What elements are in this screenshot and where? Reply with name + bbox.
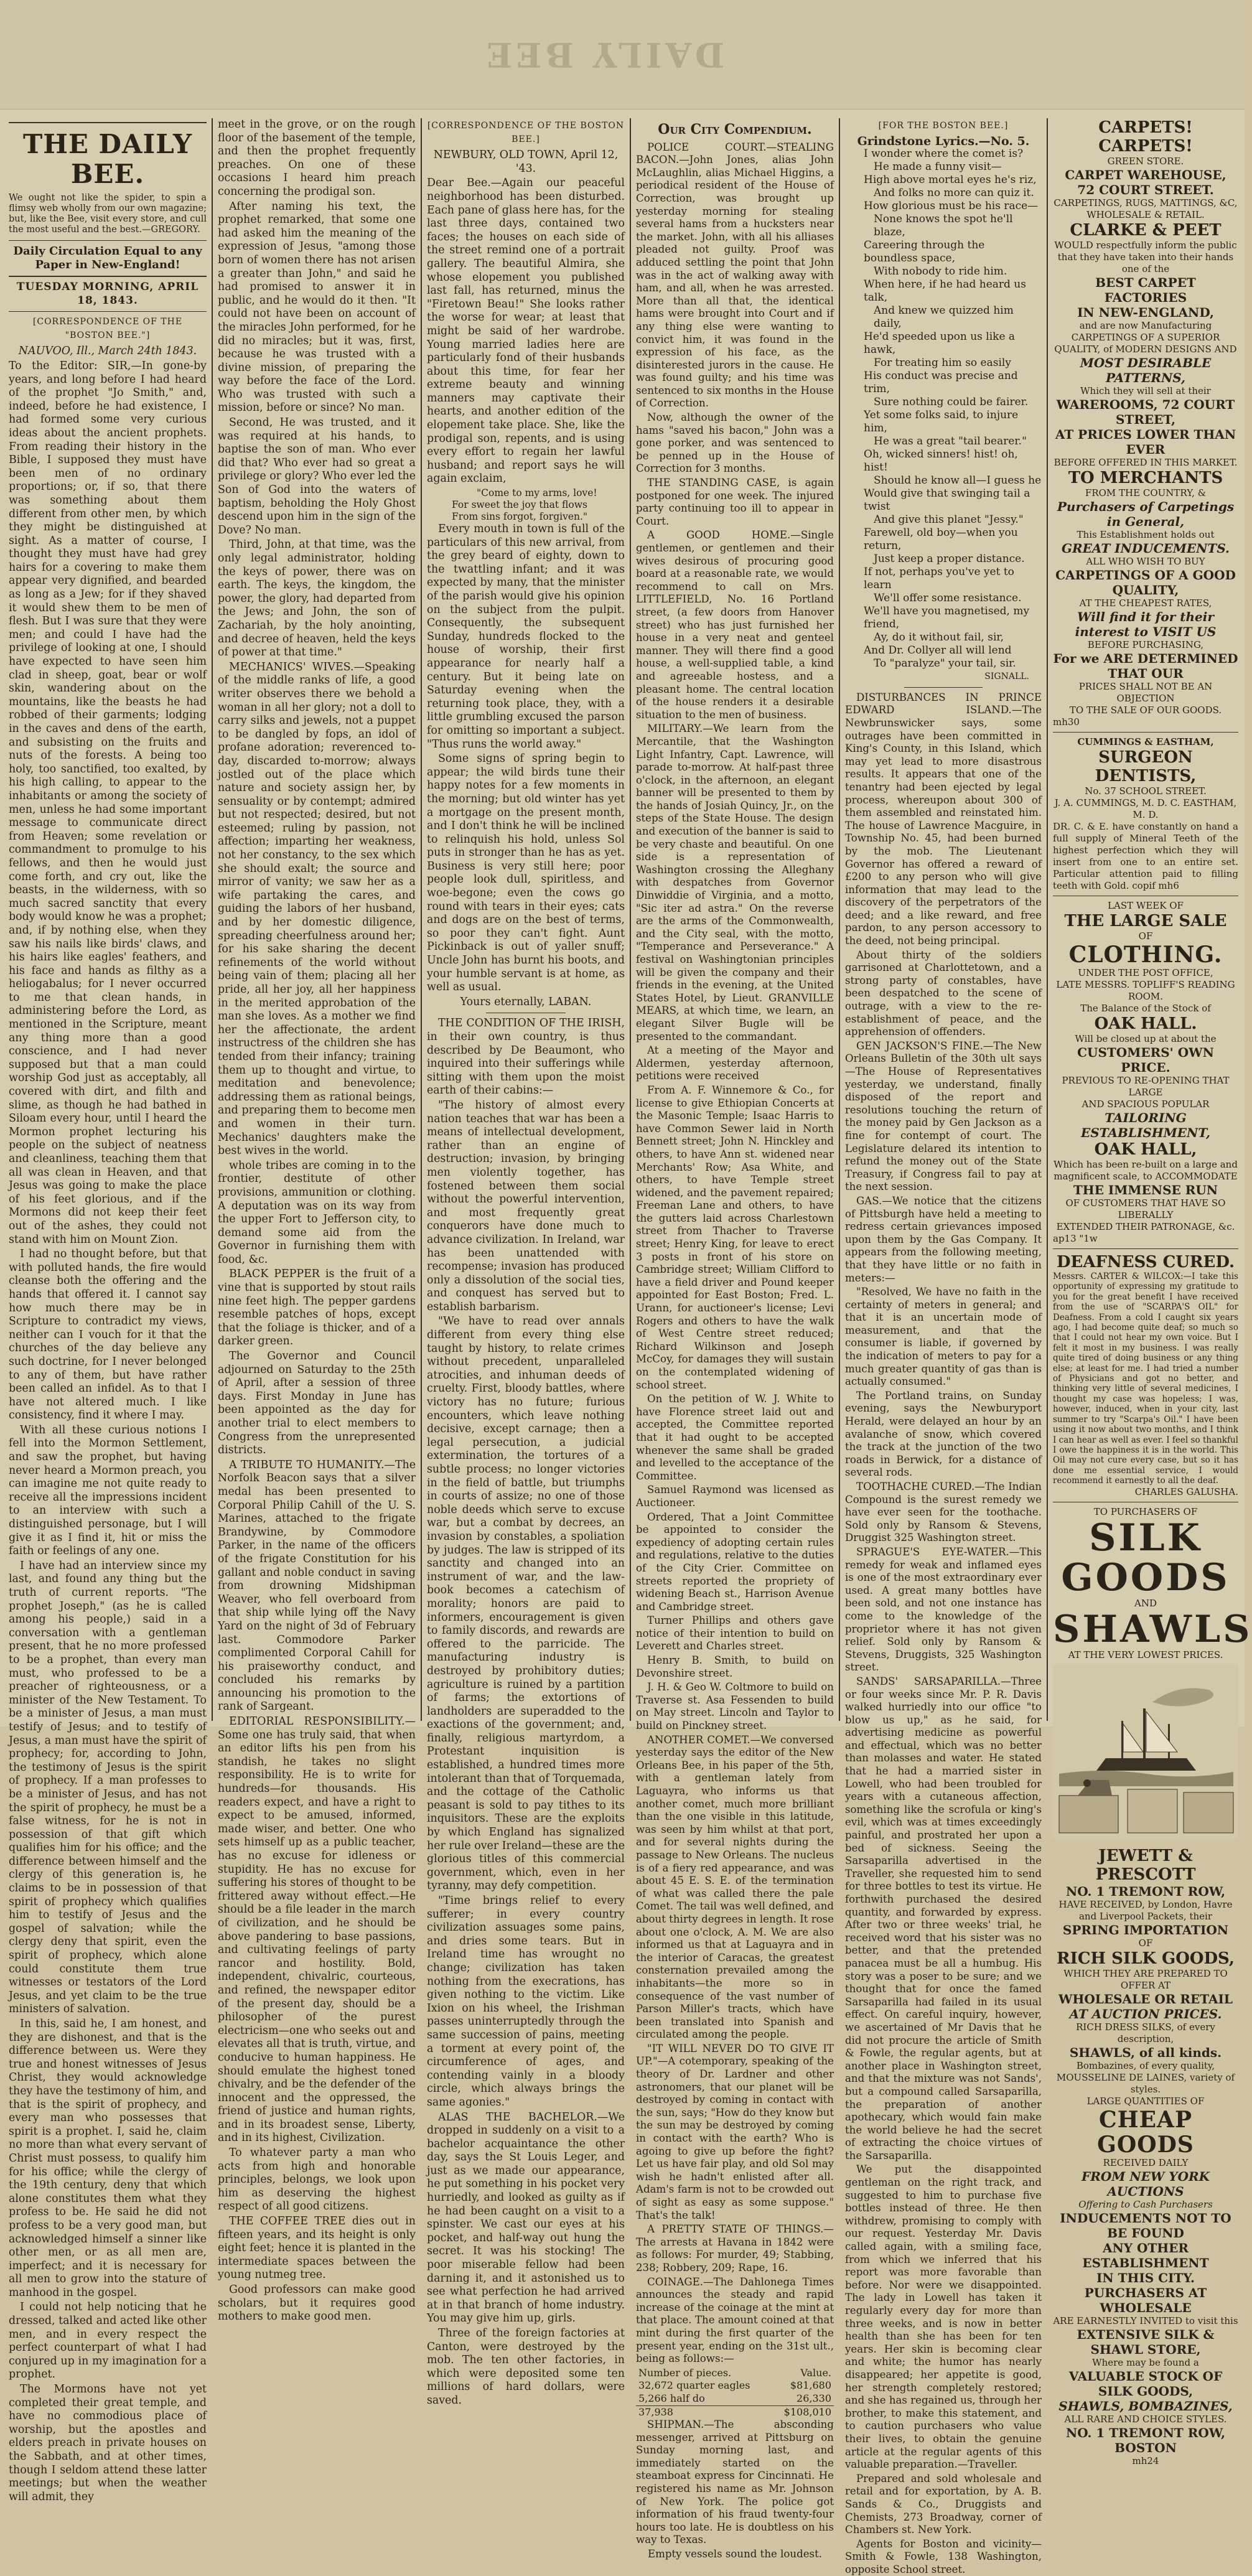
ad-line: BEST CARPET FACTORIES	[1095, 275, 1196, 305]
paragraph: Second, He was trusted, and it was required at his hands, to baptise the son of man. Who ever did that? Who ever had so great a privilege or glory? Who ever led the Son of God into the waters of baptism, beholding the Holy Ghost descend upon him in the sign of the Dove? No man.	[218, 416, 416, 536]
poem-line: I wonder where the comet is?	[864, 148, 1024, 161]
coinage-cell: 32,672 quarter eagles	[638, 2379, 750, 2392]
column-1-body	[9, 360, 207, 2504]
ad-title: CARPETS! CARPETS!	[1098, 118, 1193, 156]
paragraph: Third, John, at that time, was the only legal administrator, holding the keys of power, there was on earth. The keys, the kingdom, the power, the glory, had departed from the Jews; and John, the son of Zachariah, by the holy anointing, and decree of heaven, held the keys of power at that time."	[218, 538, 416, 659]
paragraph: THE CONDITION OF THE IRISH, in their own country, is thus described by De Beaumont, who inquired into their sufferings while sitting with them upon the moist earth of their cabins:—	[427, 1017, 625, 1097]
ad-line: AT THE CHEAPEST RATES,	[1079, 597, 1212, 609]
paragraph: Three of the foreign factories at Canton, were destroyed by the mob. The ten other factories, in which were deposited some ten millions of hard dollars, were saved.	[427, 2327, 625, 2407]
poem-line: Would give that swinging tail a twist	[864, 487, 1030, 513]
ad-line: ALL WHO WISH TO BUY	[1086, 556, 1205, 567]
paragraph: SPRAGUE'S EYE-WATER.—This remedy for weak and inflamed eyes is one of the most extraordinary ever used. A great many bottles have been sold, and not one instance has come to the knowledge of the proprietor where it has not given relief. Sold only by Ransom & Stevens, Druggists, 325 Washington street.	[845, 1545, 1042, 1674]
poem-line: We'll have you magnetised, my friend,	[864, 605, 1030, 631]
paragraph: J. H. & Geo W. Coltmore to build on Traverse st. Asa Fessenden to build on May street. Lincoln and Taylor to build on Pinckney street.	[636, 1681, 834, 1732]
verse-line: From sins forgot, forgiven."	[452, 511, 588, 523]
paragraph: To the Editor: SIR,—In gone-by years, and long before I had heard of the prophet "Jo Smith," and, indeed, before he had existence, I had formed some very curious ideas about the ancient prophets. From reading their history in the Bible, I supposed they must have been men of no ordinary proportions; or, if so, that there was something about them different from other men, by which they might be distinguished at sight. As a matter of course, I thought they must have had grey hairs for a covering to make them appear very dignified, and bearded as long as a Jew; for if they shaved it would shew them to be men of flesh. But I was sure that they were men; and could I have had the privilege of looking at one, I should have expected to have seen him clad in sheep, goat, bear or wolf skin, wandering about on the mountains, like the beasts he had robbed of their garments; lodging in the caves and dens of the earth, and subsisting on the fruits and nuts of the forests. A being too holy, too sanctified, too exalted, by his high calling, to appear to the inhabitants or among the society of men, unless he had some important message to communicate direct from Heaven; some revelation or commandment to promulge to his fellows, and then he would just come forth, and cry out, like the beasts, in the wilderness, with so much sacred sanctity that every body would know he was a prophet; and, if by nothing else, when they saw his nails like birds' claws, and his hairs like eagles' feathers, and his face and hands as filthy as a heliogabalus; for I never occurred to me that clean hands, in administering before the Lord, as mentioned in the Scripture, meant any thing more than a good conscience, and I had never supposed but that a man could worship God just as acceptably, all covered with dirt, and filth and slime, as though he had bathed in Siloam every hour, until I heard the Mormon prophet lecturing his people on the subject of neatness and cleanliness, teaching them that all was clean in Heaven, and that Jesus was going to make the place of his feet glorious, and if the Mormons did not keep their feet out of the ashes, they could not stand with him on Mount Zion.	[9, 359, 207, 1246]
ad-line: FROM NEW YORK AUCTIONS	[1081, 2169, 1210, 2199]
ad-line: Which has been re-built on a large and magnificent scale, to ACCOMMODATE	[1053, 1159, 1238, 1182]
ad-line: TO MERCHANTS	[1068, 469, 1223, 487]
ad-line: 72 COURT STREET.	[1077, 182, 1214, 197]
column-5	[845, 118, 1042, 2575]
ad-title: DEAFNESS CURED.	[1056, 1253, 1235, 1272]
coinage-cell: 5,266 half do	[638, 2392, 705, 2404]
column-rule	[630, 118, 631, 1721]
poem-line: Ay, do it without fail, sir,	[874, 631, 1004, 644]
poem-line: He made a funny visit—	[874, 161, 1002, 174]
poem-line: Should he know all—I guess he	[874, 474, 1042, 487]
paragraph: THE STANDING CASE, is again postponed for one week. The injured party continuing too ill to appear in Court.	[636, 477, 834, 527]
paragraph: "The history of almost every nation teaches that war has been a means of intellectual development, rather than an engine of destruction; invasion, by bringing men violently together, has fostened between them social without the powerful intervention, and most frequently great conquerors have done much to advance civilization. In Ireland, war has been unattended with recompense; invasion has produced only a dissolution of the social ties, and conquest has served but to establish barbarism.	[427, 1098, 625, 1313]
ad-deafness	[1053, 1253, 1238, 1498]
ad-line: MOUSSELINE DE LAINES, variety of styles.	[1056, 2072, 1235, 2096]
ad-line: Will be closed up at about the	[1075, 1033, 1217, 1044]
paragraph: We put the disappointed gentleman on the right track, and suggested to him to purchase five bottles instead of three. He then withdrew, promising to comply with our request. Yesterday Mr. Davis called again, with a smiling face, from which we inferred that his report was more favorable than before. Nor were we disappointed. The lady in Lowell has taken it regularly every day for more than three weeks, and is now in better health than she has been for ten years. Her skin is becoming clear and white; the humor has nearly disappeared; her appetite is good, her strength completely restored; and she has regained us, through her brother, to make this statement, and to caution purchasers who value their lives, to obtain the genuine article at the regular agents of this valuable preparation.—Traveller.	[845, 2163, 1042, 2471]
paragraph: Every mouth in town is full of the particulars of this new arrival, from the grey beard of eighty, down to the twattling infant; and it was expected by many, that the minister of the parish would give his opinion on the subject from the pulpit. Consequently, the subsequent Sunday, hundreds flocked to the house of worship, their first appearance for nearly half a century. But it being late on Saturday evening when the returning took place, they, with a little grumbling excused the parson for omitting so important a subject. "Thus runs the world away."	[427, 523, 625, 751]
paragraph: GAS.—We notice that the citizens of Pittsburgh have held a meeting to redress certain grievances imposed upon them by the Gas Company. It appears from the following meeting, that they have little or no faith in meters:—	[845, 1194, 1042, 1284]
paragraph: MECHANICS' WIVES.—Speaking of the middle ranks of life, a good writer observes there we behold a woman in all her glory; not a doll to carry silks and jewels, not a puppet to be dangled by fops, an idol of profane adoration; reverenced to-day, discarded to-morrow; always jostled out of the place which nature and society assign her, by sensuality or by contempt; admired but not respected; desired, but not esteemed; ruling by passion, not affection; imparting her weakness, not her constancy, to the sex which she should exalt; the source and mirror of vanity; we saw her as a wife partaking the cares, and guiding the labors of her husband, and by her domestic diligence, spreading cheerfulness around her; for his sake sharing the decent refinements of the world without being vain of them; placing all her pride, all her joy, all her happiness in the merited approbation of the man she loves. As a mother we find her the affectionate, the ardent instructress of the children she has tended from their infancy; training them up to thought and virtue, to meditation and benevolence; addressing them as rational beings, and preparing them to become men and women in their turn. Mechanics' daughters make the best wives in the world.	[218, 660, 416, 1158]
column-rule	[212, 118, 213, 1721]
ad-line: TAILORING ESTABLISHMENT,	[1081, 1110, 1210, 1140]
poem-line: And give this planet "Jessy."	[874, 513, 1024, 527]
paragraph: THE COFFEE TREE dies out in fifteen years, and its height is only eight feet; hence it is planted in the intermediate spaces between the young nutmeg tree.	[218, 2215, 416, 2282]
coinage-col-header: Value.	[800, 2366, 831, 2379]
poem-line: Yet some folks said, to injure him,	[864, 409, 1019, 435]
coinage-col-header: Number of pieces.	[638, 2366, 732, 2379]
coinage-total: 37,938	[638, 2405, 673, 2418]
paragraph: The Portland trains, on Sunday evening, says the Newburyport Herald, were delayed an hour by an avalanche of snow, which covered the track at the junction of the two roads in Berwick, for a distance of several rods.	[845, 1389, 1042, 1479]
paragraph: SHIPMAN.—The absconding messenger, arrived at Pittsburg on Sunday morning last, and immediately started on the steamboat express for Cincinnati. He registered his name as Mr. Johnson of New York. The police got information of his fraud twenty-four hours too late. He is doubtless on his way to Texas.	[636, 2419, 834, 2546]
coinage-cell: 26,330	[797, 2392, 831, 2404]
paragraph: "Time brings relief to every sufferer; in every country civilization assuages some pains, and dries some tears. But in Ireland time has wrought no change; civilization has taken nothing from the execrations, has given nothing to the victim. Like Ixion on his wheel, the Irishman passes uninterruptedly through the same succession of pains, meeting a torment at every point of, the circumference of ages, and contending vainly in a bloody circle, which always brings the same agonies."	[427, 1895, 625, 2109]
masthead-title: THE DAILY BEE.	[22, 129, 193, 189]
ad-line: RICH DRESS SILKS, of every description,	[1076, 2021, 1215, 2045]
paragraph: A TRIBUTE TO HUMANITY.—The Norfolk Beacon says that a silver medal has been presented to Corporal Philip Cahill of the U. S. Marines, attached to the frigate Brandywine, by Commodore Parker, in the name of the officers of the frigate Constitution for his gallant and noble conduct in saving from drowning Midshipman Weaver, who fell overboard from that ship while lying off the Navy Yard on the night of 3d of February last. Commodore Parker complimented Corporal Cahill for his praiseworthy conduct, and concluded his remarks by announcing his promotion to the rank of Sargeant.	[218, 1458, 416, 1713]
poem-line: Sure nothing could be fairer.	[874, 396, 1029, 409]
poem-line: His conduct was precise and trim,	[864, 370, 1018, 396]
rule	[1053, 732, 1238, 733]
ad-line: AT THE VERY LOWEST PRICES.	[1068, 1649, 1223, 1660]
paragraph: Samuel Raymond was licensed as Auctioneer.	[636, 1484, 834, 1509]
ad-line: SILK GOODS	[1061, 1515, 1230, 1599]
ad-line: OAK HALL.	[1094, 1014, 1197, 1033]
column-1	[9, 118, 207, 2503]
paragraph: Now, although the owner of the hams "saved his bacon," John was a gone porker, and was sentenced to be penned up in the House of Correction for 3 months.	[636, 411, 834, 475]
ad-title: JEWETT & PRESCOTT	[1095, 1847, 1196, 1885]
poem-line: And knew we quizzed him daily,	[874, 304, 1014, 330]
ad-line: BEFORE OFFERED IN THIS MARKET.	[1053, 457, 1238, 468]
ad-line: OAK HALL,	[1094, 1140, 1197, 1159]
ad-line: HAVE RECEIVED, by London, Havre and Liverpool Packets, their	[1058, 1899, 1233, 1923]
poem-line: He'd speeded upon us like a hawk,	[864, 330, 1016, 357]
ad-line: Bombazines, of every quality,	[1076, 2060, 1215, 2072]
ad-line: TO THE SALE OF OUR GOODS.	[1069, 705, 1222, 716]
ad-subtitle: SURGEON DENTISTS,	[1095, 748, 1197, 785]
ad-code: ap13 "1w	[1053, 1233, 1098, 1244]
ad-line: AT PRICES LOWER THAN EVER	[1055, 427, 1236, 457]
ad-body: Messrs. CARTER & WILCOX:—I take this opportunity of expressing my gratitude to you for the great benefit I have received from the use of "SCARPA'S OIL" for Deafness. From a cold I caught six years ago, I had become quite deaf; so much so that I could not hear my own voice. But I felt it most in my business. I was really quite tired of doing business or any thing else; at least for me. I had tried a number of Physicians and got no better, and thinking very little of several medicines, I thought my case was hopeless; I was, however, induced, when in your city, last summer to try "Scarpa's Oil." I have been using it now about two months, and I think I can hear as well as ever. I feel so thankful I owe the happiness it is in the world. This Oil may not cure every case, but so it has done me essential service, I would recommend it earnestly to all the deaf.	[1053, 1272, 1238, 1486]
poem-line: High above mortal eyes he's riz,	[864, 174, 1037, 187]
ad-code: mh30	[1053, 716, 1080, 728]
paragraph: I could not help noticing that he dressed, talked and acted like other men, and in every respect the perfect counterpart of what I had conjured up in my imagination for a prophet.	[9, 2301, 207, 2381]
ad-line: SHAWLS	[1053, 1607, 1252, 1651]
poem-heading: Grindstone Lyrics.—No. 5.	[857, 134, 1030, 148]
ad-line: J. A. CUMMINGS, M. D. C. EASTHAM, M. D.	[1054, 797, 1237, 820]
signoff: Yours eternally, LABAN.	[460, 995, 592, 1008]
column-2-body	[218, 118, 416, 2324]
paragraph: After naming his text, the prophet remarked, that some one had asked him the meaning of the expression of Jesus, "among those born of women there has not arisen a greater than John," and said he had promised to answer it in public, and he would do it then. "It could not have been on account of the miracles John performed, for he did no miracles; but it was, first, because he was trusted with a divine mission, of preparing the way before the face of the Lord. Who was trusted with such a mission, before or since? No man.	[218, 200, 416, 415]
ad-line: WOULD respectfully inform the public that they have taken into their hands one of the	[1054, 240, 1237, 274]
poem-line: Oh, wicked sinners! hist! oh, hist!	[864, 448, 1018, 474]
ad-line: Will find it for their interest to VISIT US	[1075, 609, 1217, 639]
paragraph: SANDS' SARSAPARILLA.—Three or four weeks since Mr. P. R. Davis walked hurriedly into our office "to blow us up," as he said, for advertising medicine as powerful and effectual, which was no better than molasses and water. He stated that he had a married sister in Lowell, who had been troubled for years with a cutaneous affection, something like the scrofula or king's evil, which was at times exceedingly painful, and prostrated her upon a bed of sickness. Seeing the Sarsaparilla advertised in the Traveller, she requested him to send for three bottles to test its virtue. He forthwith purchased the desired quantity, and forwarded by express. After two or three weeks' trial, he received word that his sister was no better, and that the pretended panacea must be all a humbug. His story was a poser to be sure; and we thought that for once the famed Sarsaparilla had failed in its usual effect. On careful inquiry, however, we ascertained of Mr Davis that he did not procure the article of Smith & Fowle, the regular agents, but at another place in Washington street, and that the mixture was not Sands', but a compound called Sarsaparilla, the preparation of another apothecary, which would fain make the world believe he had the secret of extracting the choice virtues of the Sarsaparilla.	[845, 1675, 1042, 2161]
ad-line: and are now Manufacturing CARPETINGS OF A SUPERIOR QUALITY, of MODERN DESIGNS AND	[1054, 320, 1237, 355]
ad-line: ANY OTHER ESTABLISHMENT	[1082, 2241, 1209, 2271]
column-rule	[839, 118, 840, 1721]
column-4	[636, 118, 834, 2560]
ad-line: CARPETINGS OF A GOOD QUALITY,	[1055, 568, 1236, 597]
paragraph: "IT WILL NEVER DO TO GIVE IT UP."—A cotemporary, speaking of the theory of Dr. Lardner and other astronomers, that our planet will be destroyed by coming in contact with the sun, says; "How do they know but the sun may be destroyed by coming in contact with the earth? Who is agoing to give up before the fight? Let us have fair play, and old Sol may wish he hadn't enlisted after all. Adam's farm is not to be crowded out of sight as easy as some suppose." That's the talk!	[636, 2042, 834, 2221]
issue-date: TUESDAY MORNING, APRIL 18, 1843.	[16, 281, 199, 307]
reversed-masthead-bleed: DAILY BEE	[483, 35, 724, 75]
ad-line: Purchasers of Carpetings in General,	[1057, 499, 1235, 529]
paragraph: Ordered, That a Joint Committee be appointed to consider the expediency of adopting certain rules and regulations, relative to the duties of the City Crier. Committee on streets reported the propriety of widening Beach st., Harrison Avenue and Cambridge street.	[636, 1510, 834, 1613]
ad-clarke-peet	[1053, 221, 1238, 728]
coinage-table	[636, 2367, 834, 2419]
paragraph: whole tribes are coming in to the frontier, destitute of other provisions, ammunition or clothing. A deputation was on its way from the upper Fort to Jefferson city, to demand some aid from the Governor in furnishing them with food, &c.	[218, 1159, 416, 1266]
paragraph: "We have to read over annals different from every thing else taught by history, to relate crimes without precedent, unparalleled atrocities, and inhuman deeds of cruelty. First, bloody battles, where victory has no future; furious encounters, which leave nothing decisive, except carnage; then a legal persecution, a judicial extermination, the tortures of a subtle process; no longer victories in the field of battle, but triumphs in courts of assize; no one of those noble deeds which serve to excuse war, but a combat by decrees, an invasion by constables, a spoliation by judges. The law is stripped of its sanctity and changed into an instrument of war, and the law-book becomes a catechism of morality; honors are paid to informers, encouragement is given to family discords, and rewards are offered to the parricide. The manufacturing industry is destroyed by prohibitory duties; agriculture is ruined by a partition of farms; the extortions of landholders are superadded to the exactions of the government; and, finally, religious martyrdom, a Protestant inquisition is established, a hundred times more intolerant than that of Torquemada, and the cottage of the Catholic peasant is sold to pay tithes to its inquisitors. These are the exploits by which England has signalized her rule over Ireland—these are the glorious titles of this commercial government, which, even in her tyranny, may defy competition.	[427, 1315, 625, 1893]
ad-line: SHAWLS, of all kinds.	[1069, 2045, 1222, 2061]
paragraph: DISTURBANCES IN PRINCE EDWARD ISLAND.—The Newbrunswicker says, some outrages have been committed in King's County, in this Island, which may yet lead to more disastrous results. It appears that one of the tenantry had been ejected by legal process, whereupon about 300 of them assembled and reinstated him. The house of Lawrence Macguire, in Township No. 45, had been burned by the mob. The Lieutenant Governor has offered a reward of £200 to any person who will give information that may lead to the discovery of the perpetrators of the deed; and a like reward, and free pardon, to any person accessory to the deed, not being principal.	[845, 691, 1042, 947]
paragraph: On the petition of W. J. White to have Florence street laid out and accepted, the Committee reported that it had ought to be accepted whenever the same shall be graded and levelled to the acceptance of the Committee.	[636, 1393, 834, 1482]
paragraph: TOOTHACHE CURED.—The Indian Compound is the surest remedy we have ever seen for the toothache. Sold only by Ransom & Stevens, Druggist 325 Washington street.	[845, 1481, 1042, 1544]
rule	[9, 276, 207, 277]
ad-line: Offering to Cash Purchasers	[1078, 2199, 1213, 2211]
column-2	[218, 118, 416, 2323]
ad-line: BEFORE PURCHASING,	[1087, 639, 1204, 650]
rule	[904, 687, 983, 688]
ad-line: EXTENSIVE SILK & SHAWL STORE,	[1077, 2327, 1215, 2358]
ad-line: MOST DESIRABLE PATTERNS,	[1080, 355, 1212, 385]
poem-line: If not, perhaps you've yet to learn	[864, 566, 1014, 592]
show-through-strip	[0, 0, 1245, 110]
ad-line: SPRING IMPORTATION	[1062, 1923, 1229, 1938]
paragraph: With all these curious notions I fell into the Mormon Settlement, and saw the prophet, but having never heard a Mormon preach, you can imagine me not quite ready to receive all the impressions incident to an interview with such a distinguished personage, but I will give it as I find it, hit or miss the faith or feelings of any one.	[9, 1423, 207, 1558]
ad-title: CUMMINGS & EASTHAM,	[1077, 736, 1214, 747]
coinage-total: $108,010	[783, 2405, 831, 2418]
paragraph: meet in the grove, or on the rough floor of the basement of the temple, and then the prophet frequently preaches. On one of these occasions I heard him preach concerning the prodigal son.	[218, 118, 416, 198]
poem-line: For treating him so easily	[874, 357, 1011, 370]
column-rule	[421, 118, 422, 1721]
paragraph: "Resolved, We have no faith in the certainty of meters in general; and that it is an uncertain mode of measurement, and that the consumer is liable, if governed by the indication of meters to pay for a much greater quantity of gas than is actually consumed."	[845, 1286, 1042, 1388]
paragraph: POLICE COURT.—STEALING BACON.—John Jones, alias John McLaughlin, alias Michael Higgins, a periodical resident of the House of Correction, was brought up yesterday morning for stealing several hams from a hucksters near the market. John, with all his alliases pleaded not guilty. Proof was adduced settling the point that John was in the act of walking away with ham, and all, when he was arrested. More than all that, the identical hams were brought into Court and if any thing else were wanting to convict him, it was found in the expression of his face, as the disinterested jurors in the cause. He was found guilty; and his time was sentenced to six months in the House of Correction.	[636, 141, 834, 410]
paragraph: From A. F. Winnemore & Co., for license to give Ethiopian Concerts at the Masonic Temple; Isaac Harris to have Common Sewer laid in North Bennett street; John N. Hinckley and others, to have Ann st. widened near Merchants' Row; Asa White, and others, to have Temple street widened, and the pavement repaired; Freeman Lane and others, to have the gutters laid across Charlestown street from Thacher to Traverse street; Henry King, for leave to erect 3 posts in front of his store on Cambridge street; William Clifford to have a field driver and Pound keeper appointed for East Boston; Fred. L. Urann, for auctioneer's license; Levi Rogers and others to have the walk of West Centre street reduced; Richard Wilkinson and Joseph McCoy, for damages they will sustain on the contemplated widening of school street.	[636, 1084, 834, 1391]
paragraph: MILITARY.—We learn from the Mercantile, that the Washington Light Infantry, Capt. Lawrence, will parade to-morrow. At half-past three o'clock, in the afternoon, an elegant banner will be presented to them by the hands of Josiah Quincy, Jr., on the steps of the State House. The design and execution of the banner is said to be very chaste and beautiful. On one side is a representation of Washington crossing the Alleghany with despatches from Governor Dinwiddie of Virginia, and a motto, "Sic iter ad astra." On the reverse are the arms of the Commonwealth, and the City seal, with the motto, "Temperance and Perseverance." A festival on Washingtonian principles will be given the company and their friends in the evening, at the United States Hotel, by Lieut. GRANVILLE MEARS, at which time, we learn, an elegant Silver Bugle will be presented to the commandant.	[636, 723, 834, 1042]
ad-line: GREEN STORE.	[1107, 156, 1184, 167]
ad-line: TO PURCHASERS OF	[1093, 1506, 1198, 1517]
paragraph: Good professors can make good scholars, but it requires good mothers to make good men.	[218, 2283, 416, 2323]
paragraph: GEN JACKSON'S FINE.—The New Orleans Bulletin of the 30th ult says—The House of Representatives yesterday, we understand, finally disposed of the report and resolutions touching the return of the money paid by Gen Jackson as a fine for contempt of court. The Legislature delared its intention to refund the money out of the State Treasury, if Congress fail to pay at the next session.	[845, 1039, 1042, 1193]
section-heading: Our City Compendium.	[658, 121, 812, 138]
ad-line: CUSTOMERS' OWN PRICE.	[1077, 1045, 1214, 1075]
ad-line: WHOLESALE OR RETAIL	[1058, 1992, 1233, 2007]
paragraph: A GOOD HOME.—Single gentlemen, or gentlemen and their wives desirous of procuring good board at a reasonable rate, we would recommend to call on Mrs. LITTLEFIELD, No. 16 Portland street, (a few doors from Hanover street) who has just furnished her house in a very neat and genteel manner. They will there find a good house, a well-supplied table, a kind and agreeable hostess, and a pleasant home. The central location of the house renders it a desirable situation to the men of business.	[636, 529, 834, 721]
ad-line: NO. 1 TREMONT ROW,	[1065, 1884, 1226, 1899]
poem-line: How glorious must be his race—	[864, 200, 1039, 213]
ad-line: Where may be found a	[1092, 2357, 1199, 2369]
paragraph: About thirty of the soldiers garrisoned at Charlottetown, and a strong party of constables, have been despatched to the scene of outrage, with a view to the re-establishment of peace, and the apprehension of offenders.	[845, 948, 1042, 1038]
ad-line: FROM THE COUNTRY, &	[1085, 487, 1207, 499]
ad-line: OF CUSTOMERS THAT HAVE SO LIBERALLY	[1065, 1197, 1226, 1220]
ad-line: UNDER THE POST OFFICE,	[1078, 967, 1213, 978]
ad-lines	[1053, 240, 1238, 716]
column-3	[427, 118, 625, 2407]
poem-line: When here, if he had heard us talk,	[864, 278, 1026, 304]
ad-line: PRICES SHALL NOT BE AN OBJECTION	[1078, 681, 1213, 704]
ad-line: OF	[1138, 1937, 1153, 1949]
rule	[9, 311, 207, 312]
ad-line: RECEIVED DAILY	[1103, 2157, 1189, 2169]
poem	[845, 148, 1042, 670]
ad-line: LARGE QUANTITIES OF	[1086, 2096, 1205, 2107]
poem-line: Careering through the boundless space,	[864, 239, 985, 265]
paragraph: Some signs of spring begin to appear; the wild birds tune their happy notes for a few moments in the morning; but old winter has yet a mortgage on the present month, and I don't think he will be inclined to relinquish his hold, unless Sol puts in stronger than he has as yet. Business is very still here; poor people look dull, spiritless, and woe-begone; even the cows go round with tears in their eyes; cats and dogs are on the best of terms, so poor they can't fight. Aunt Pickinback is out of yaller snuff; Uncle John has burnt his boots, and your humble servant is at home, as well as usual.	[427, 752, 625, 994]
ship-and-crates-illustration	[1053, 1665, 1238, 1839]
paragraph: I had no thought before, but that with polluted hands, the fire would cleanse both the offering and the hands that offered it. I cannot say how much there may be in Scripture to contradict my views, neither can I vouch for it that the churches of the day believe any such doctrine, for I never belonged to any of them, but have rather been called an infidel. As to that I have not altered much. I like consistency, find it where I may.	[9, 1248, 207, 1422]
ad-line: WHOLESALE & RETAIL.	[1086, 209, 1205, 220]
ad-line: VALUABLE STOCK OF SILK GOODS,	[1068, 2369, 1223, 2399]
ad-line: DR. C. & E. have constantly on hand a full supply of Mineral Teeth of the highest perfection which they will insert from one to an entire set. Particular attention paid to filling teeth with Gold. copif mh6	[1053, 821, 1238, 891]
paragraph: ANOTHER COMET.—We conversed yesterday says the editor of the New Orleans Bee, in his paper of the 5th, with a gentleman lately from Laguayra, who informs us that another comet, much more brilliant than the one visible in this latitude, was seen by him whilst at that port, and for several nights during the passage to New Orleans. The nucleus is of a fiery red appearance, and was about 45 E. S. E. of the termination of what was called there the pale Comet. The tail was well defined, and about thirty degrees in length. It rose about one o'clock, A. M. We are also informed us that at Laguayra and in the interior of Caracas, the greatest consternation prevailed among the inhabitants—the more so in consequence of the vast number of Parson Miller's tracts, which have been translated into Spanish and circulated among the people.	[636, 1733, 834, 2041]
poem-line: He was a great "tail bearer."	[874, 435, 1027, 448]
ad-line: INDUCEMENTS NOT TO BE FOUND	[1060, 2211, 1231, 2241]
ad-oak-hall	[1053, 900, 1238, 1245]
masthead-top-rule	[9, 122, 207, 123]
coinage-cell: $81,680	[790, 2379, 831, 2392]
ad-silk-shawls	[1053, 1506, 1252, 1661]
ad-line: For we ARE DETERMINED THAT OUR	[1053, 651, 1238, 681]
ad-line: ALL RARE AND CHOICE STYLES.	[1064, 2414, 1227, 2425]
paragraph: Agents for Boston and vicinity—Smith & Fowle, 138 Washington, opposite School street.	[845, 2537, 1042, 2575]
newspaper-sheet	[9, 118, 1252, 2575]
ad-line: PURCHASERS AT WHOLESALE	[1084, 2285, 1207, 2316]
paragraph: Henry B. Smith, to build on Devonshire street.	[636, 1654, 834, 1679]
ad-line: GREAT INDUCEMENTS.	[1061, 541, 1230, 556]
ad-line: LAST WEEK OF	[1108, 900, 1184, 911]
poem-line: None knows the spot he'll blaze,	[874, 213, 1013, 239]
paragraph: To whatever party a man who acts from high and honorable principles, belongs, we look upon him as deserving the highest respect of all good citizens.	[218, 2147, 416, 2213]
poem-line: Just keep a proper distance.	[874, 553, 1025, 566]
ad-line: THE LARGE SALE	[1064, 912, 1227, 930]
paragraph: The Governor and Council adjourned on Saturday to the 25th of April, after a session of three days. First Monday in June has been appointed as the day for another trial to elect members to Congress from the unrepresented districts.	[218, 1350, 416, 1457]
paragraph: Turner Phillips and others gave notice of their intention to build on Leverett and Charles street.	[636, 1614, 834, 1652]
ad-line: AT AUCTION PRICES.	[1069, 2007, 1222, 2022]
correspondence-label: [CORRESPONDENCE OF THE BOSTON BEE.]	[427, 121, 625, 144]
ad-carpets	[1053, 118, 1238, 221]
ad-line: ARE EARNESTLY INVITED to visit this	[1053, 2315, 1238, 2327]
ad-title: CLARKE & PEET	[1070, 221, 1222, 240]
column-5-body	[845, 691, 1042, 2576]
paragraph: The Mormons have not yet completed their great temple, and have no commodious place of worship, but the apostles and elders preach in private houses on the Sabbath, and at other times, though I seldom attend these latter meetings; but when the weather will admit, they	[9, 2383, 207, 2503]
verse-line: For sweet the joy that flows	[452, 499, 587, 511]
poem-line: To "paralyze" your tail, sir.	[874, 657, 1016, 670]
verse-line: "Come to my arms, love!	[477, 487, 597, 499]
ad-line: THE IMMENSE RUN	[1073, 1183, 1218, 1197]
ad-line: AND	[1134, 1597, 1157, 1609]
ad-line: WAREROOMS, 72 COURT STREET,	[1056, 397, 1235, 427]
circulation-notice: Daily Circulation Equal to any Paper in New-England!	[13, 245, 202, 271]
masthead-motto: We ought not like the spider, to spin a flimsy web wholly from our own magazine; but, like the Bee, visit every store, and cull the most useful and the best.—GREGORY.	[9, 193, 207, 235]
paragraph: At a meeting of the Mayor and Aldermen, yesterday afternoon, petitions were received	[636, 1044, 834, 1082]
ad-line: CHEAP GOODS	[1097, 2107, 1194, 2158]
ad-line: WHICH THEY ARE PREPARED TO OFFER AT	[1063, 1968, 1228, 1992]
paragraph: A PRETTY STATE OF THINGS.—The arrests at Havana in 1842 were as follows: For murder, 49; Stabbing, 238; Robbery, 209; Rape, 16.	[636, 2223, 834, 2274]
paragraph: In this, said he, I am honest, and they are dishonest, and that is the difference between us. Were they true and honest witnesses of Jesus Christ, they would acknowledge they have the testimony of him, and that is the spirit of prophecy, and every man who possesses that spirit is a prophet. I, said he, claim no more than what every servant of Christ must possess, to qualify him for his office; while the clergy of the 19th century, deny that which alone constitutes them what they profess to be. He said he did not profess to be a very good man, but acknowledged himself a sinner like other men, or as all men are, imperfect; and it is necessary for all men to grow into the stature of manhood in the gospel.	[9, 2018, 207, 2299]
ad-line: PREVIOUS TO RE-OPENING THAT LARGE	[1062, 1075, 1230, 1098]
ad-line: EXTENDED THEIR PATRONAGE, &c.	[1056, 1221, 1235, 1232]
byline-label: [FOR THE BOSTON BEE.]	[878, 121, 1009, 131]
paragraph: Dear Bee.—Again our peaceful neighborhood has been disturbed. Each pane of glass here has, for the last three days, contained two faces; the houses on each side of the street remind one of a portrait gallery. The beautiful Almira, she whose elopement you published last fall, has returned, minus the "Firetown Beau!" She looks rather the worse for wear; at least that might be said of her wardrobe. Young married ladies here are particularly fond of their husbands about this time, for fear her extreme beauty and winning manners may captivate their hearts, and another edition of the elopement take place. She, like the prodigal son, repents, and is using every effort to regain her lawful husband; and report says he will again exclaim,	[427, 177, 625, 485]
paragraph: I have had an interview since my last, and found any thing but the truth of current reports. "The prophet Joseph," (as he is called among his people,) said in a conversation with a gentleman present, that he no more professed to be a prophet, than every man must, who professed to be a preacher of righteousness, or a minister of the New Testament. To be a minister of Jesus, a man must testify of Jesus; and to testify of Jesus, a man must have the spirit of prophecy; for, according to John, the testimony of Jesus is the spirit of prophecy. If a man professes to be a minister of Jesus, and has not the spirit of prophecy, he must be a false witness, for he is not in possession of that gift which qualifies him for his office; and the difference between himself and the clergy of this generation is, he claims to be in possession of that spirit of prophecy which qualifies him to testify of Jesus and the gospel of salvation; while the clergy deny that spirit, even the spirit of prophecy, which alone could constitute them true witnesses or testators of the Lord Jesus, and yet claim to be the true ministers of salvation.	[9, 1559, 207, 2016]
ad-line: CARPET WAREHOUSE,	[1065, 167, 1226, 182]
ad-line: RICH SILK GOODS,	[1057, 1949, 1235, 1969]
ad-line: NO. 1 TREMONT ROW, BOSTON	[1065, 2425, 1226, 2456]
ad-signature: CHARLES GALUSHA.	[1134, 1486, 1238, 1497]
dateline: NEWBURY, OLD TOWN, April 12, '43.	[433, 149, 619, 175]
poem-line: Farewell, old boy—when you return,	[864, 527, 1018, 553]
correspondence-label: [CORRESPONDENCE OF THE "BOSTON BEE."]	[32, 317, 183, 340]
ad-line: Which they will sell at their	[1080, 385, 1211, 396]
column-rule	[1047, 118, 1048, 1721]
ad-line: LATE MESSRS. TOPLIFF'S READING ROOM.	[1056, 979, 1235, 1002]
ad-line: OF	[1138, 930, 1153, 942]
ad-line: IN NEW-ENGLAND,	[1077, 305, 1214, 320]
dateline: NAUVOO, Ill., March 24th 1843.	[18, 345, 197, 358]
column-6-advertisements	[1053, 118, 1252, 2467]
paragraph: Empty vessels sound the loudest.	[647, 2548, 823, 2560]
ad-jewett-prescott	[1053, 1847, 1238, 2467]
poem-line: And Dr. Collyer all will lend	[864, 644, 1012, 657]
ad-line: This Establishment holds out	[1077, 529, 1215, 540]
poem-signature: SIGNALL.	[984, 672, 1029, 682]
rule	[1053, 1248, 1238, 1249]
ad-line: CARPETINGS, RUGS, MATTINGS, &C,	[1053, 197, 1238, 208]
ad-line: No. 37 SCHOOL STREET.	[1085, 785, 1207, 797]
ad-line: IN THIS CITY.	[1096, 2270, 1195, 2286]
ad-line: CLOTHING.	[1068, 942, 1223, 968]
paragraph: ALAS THE BACHELOR.—We dropped in suddenly on a visit to a bachelor acquaintance the other day, says the St Louis Leger, and just as we made our appearance, he put something in his pocket very hurriedly, and looked as guilty as if he had been caught on a visit to a spinster. We cast our eyes at his pocket, and half-way out hung the secret. It was his stocking! The poor miserable fellow had been darning it, and it astonished us to see what perfection he had arrived at in that branch of home industry. You may give him up, girls.	[427, 2110, 625, 2325]
ad-dentists	[1053, 736, 1238, 892]
rule	[9, 240, 207, 241]
ad-line: AND SPACIOUS POPULAR	[1081, 1098, 1210, 1110]
ad-line: SHAWLS, BOMBAZINES,	[1058, 2399, 1233, 2414]
paragraph: COINAGE.—The Dahlonega Times announces the steady and rapid increase of the coinage at the mint at that place. The amount coined at that mint during the first quarter of the present year, ending on the 31st ult., being as follows:—	[636, 2275, 834, 2365]
paragraph: EDITORIAL RESPONSIBILITY.—Some one has truly said, that when an editor lifts his pen from his standish, he takes no slight responsibility. He is to write for hundreds—for thousands. His readers expect, and have a right to expect to be amused, informed, made wiser, and better. One who sets himself up as a public teacher, has no excuse for idleness or stupidity. He has no excuse for suffering his stores of thought to be frittered away without effect.—He should be a file leader in the march of civilization, and he should be above pandering to base passions, and cultivating feelings of party rancor and hostility. Bold, independent, chivalric, courteous, and refined, the newspaper editor of the present day, should be a philosopher of the purest electricism—one who seeks out and elevates all that is truth, virtue, and conducive to human happiness. He should emulate the highest toned chivalry, and be the defender of the innocent and the oppressed, the friend of justice and human rights, and in its broadest sense, Liberty, and in its highest, Civilization.	[218, 1715, 416, 2145]
paragraph: BLACK PEPPER is the fruit of a vine that is supported by stout rails nine feet high. The pepper gardens resemble patches of hops, except that the foliage is thicker, and of a darker green.	[218, 1268, 416, 1348]
poem-line: We'll offer some resistance.	[874, 592, 1022, 605]
ad-line: mh24	[1132, 2455, 1159, 2467]
paragraph: Prepared and sold wholesale and retail and for exportation, by A. B. Sands & Co., Druggists and Chemists, 273 Broadway, corner of Chambers st. New York.	[845, 2472, 1042, 2536]
poem-line: With nobody to ride him.	[874, 265, 1007, 278]
verse	[427, 487, 625, 523]
ad-line: The Balance of the Stock of	[1080, 1003, 1211, 1014]
poem-line: And folks no more can quiz it.	[874, 187, 1034, 200]
